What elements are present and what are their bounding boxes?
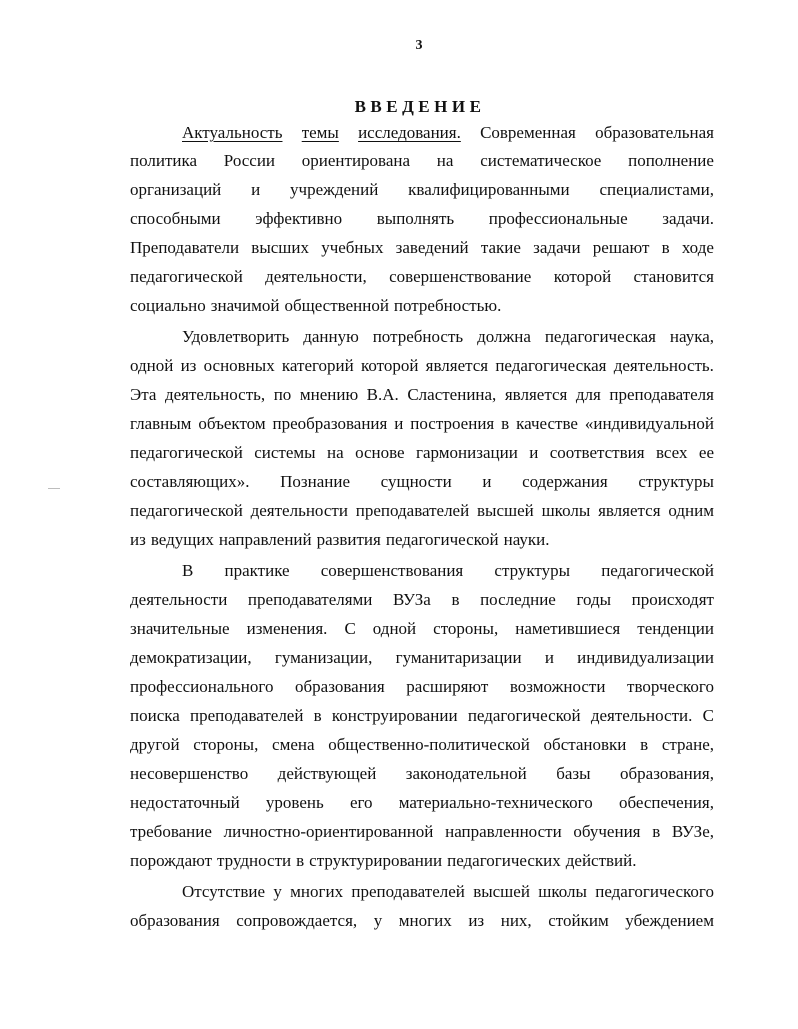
- word: и: [251, 180, 261, 199]
- word: преподавателя: [609, 385, 714, 404]
- text-line: [130, 441, 714, 465]
- word: объектом: [198, 414, 266, 433]
- word: становится: [633, 267, 714, 286]
- text-line: [130, 383, 714, 407]
- word: основе: [355, 443, 405, 462]
- word: ведущих: [150, 530, 214, 549]
- word: стране,: [661, 735, 714, 754]
- word: конструировании: [331, 706, 458, 725]
- word: из: [130, 530, 146, 549]
- word: личностно-ориентированной: [223, 822, 434, 841]
- word: категорий: [281, 356, 354, 375]
- word: для: [575, 385, 601, 404]
- word: педагогических: [447, 851, 561, 870]
- word: темы: [301, 123, 339, 142]
- text-line: [130, 588, 714, 612]
- word: должна: [477, 327, 531, 346]
- word: профессионального: [130, 677, 274, 696]
- word: творческого: [627, 677, 714, 696]
- word: соответствия: [549, 443, 645, 462]
- word: из: [180, 356, 197, 375]
- text-line: [130, 207, 714, 231]
- word: деятельности: [250, 501, 348, 520]
- text-line: [130, 820, 714, 844]
- word: преобразования: [272, 414, 388, 433]
- word: годы: [576, 590, 612, 609]
- word: наука,: [669, 327, 714, 346]
- word: гармонизации: [416, 443, 518, 462]
- word: стойким: [548, 911, 609, 930]
- word: них,: [500, 911, 532, 930]
- text-line: [130, 909, 714, 933]
- text-line: [130, 791, 714, 815]
- word: Познание: [280, 472, 350, 491]
- word: многих: [398, 911, 452, 930]
- word: Преподаватели: [130, 238, 240, 257]
- text-line: [130, 412, 714, 436]
- word: ВУЗа: [393, 590, 431, 609]
- word: педагогического: [595, 882, 714, 901]
- word: преподавателей: [351, 882, 465, 901]
- word: которой: [553, 267, 612, 286]
- word: Современная: [480, 123, 576, 142]
- word: совершенствования: [320, 561, 464, 580]
- word: педагогической: [385, 530, 499, 549]
- word: смена: [272, 735, 315, 754]
- text-line: [130, 470, 714, 494]
- word: уровень: [265, 793, 324, 812]
- word: сущности: [380, 472, 452, 491]
- word: всех: [655, 443, 688, 462]
- word: порождают: [130, 851, 213, 870]
- word: России: [223, 151, 276, 170]
- text-line: [130, 675, 714, 699]
- text-line: [130, 325, 714, 349]
- word: С: [702, 706, 714, 725]
- word: требование: [130, 822, 212, 841]
- text-line: [130, 617, 714, 641]
- word: демократизации,: [130, 648, 252, 667]
- word: в: [451, 590, 460, 609]
- word: качестве: [516, 414, 578, 433]
- word: решают: [592, 238, 650, 257]
- word: гуманизации,: [274, 648, 373, 667]
- word: обеспечения,: [618, 793, 714, 812]
- word: потребностью.: [393, 296, 502, 315]
- word: деятельности.: [590, 706, 693, 725]
- word: гуманитаризации: [395, 648, 522, 667]
- word: политика: [130, 151, 198, 170]
- word: педагогической: [130, 501, 243, 520]
- text-line: [130, 354, 714, 378]
- word: и: [529, 443, 539, 462]
- word: его: [349, 793, 373, 812]
- text-line: [130, 646, 714, 670]
- word: убеждением: [625, 911, 714, 930]
- word: обучения: [573, 822, 641, 841]
- word: общественно-политической: [328, 735, 530, 754]
- word: высшей: [477, 501, 534, 520]
- word: школы: [538, 882, 587, 901]
- word: возможности: [509, 677, 606, 696]
- word: в: [313, 706, 322, 725]
- word: составляющих».: [130, 472, 250, 491]
- word: высшей: [473, 882, 530, 901]
- word: одной: [372, 619, 417, 638]
- word: Удовлетворить: [182, 327, 290, 346]
- word: пополнение: [628, 151, 714, 170]
- text-line: [130, 294, 714, 318]
- word: на: [436, 151, 454, 170]
- section-heading: ВВЕДЕНИЕ: [354, 97, 486, 116]
- word: стороны,: [193, 735, 259, 754]
- word: структурировании: [309, 851, 443, 870]
- word: по: [273, 385, 292, 404]
- word: ориентирована: [301, 151, 411, 170]
- text-line: [130, 178, 714, 202]
- page-number: 3: [415, 38, 423, 53]
- word: наметившиеся: [515, 619, 621, 638]
- word: мнению: [299, 385, 359, 404]
- text-line: [130, 528, 714, 552]
- text-line: [130, 849, 714, 873]
- word: В.А.: [366, 385, 399, 404]
- word: изменения.: [246, 619, 328, 638]
- word: ВУЗе,: [671, 822, 714, 841]
- word: систематическое: [480, 151, 602, 170]
- word: педагогической: [601, 561, 714, 580]
- word: другой: [130, 735, 180, 754]
- word: С: [344, 619, 356, 638]
- text-line: [130, 121, 714, 145]
- word: действий.: [565, 851, 637, 870]
- margin-mark: [48, 488, 60, 489]
- word: базы: [556, 764, 591, 783]
- word: в: [640, 735, 649, 754]
- word: является: [598, 501, 661, 520]
- word: является: [425, 356, 489, 375]
- word: в: [661, 238, 670, 257]
- word: тенденции: [637, 619, 714, 638]
- word: деятельность,: [164, 385, 266, 404]
- text-line: [130, 762, 714, 786]
- word: задачи.: [662, 209, 714, 228]
- word: и: [544, 648, 554, 667]
- word: профессиональные: [488, 209, 628, 228]
- text-line: [130, 499, 714, 523]
- word: системы: [254, 443, 316, 462]
- word: квалифицированными: [408, 180, 570, 199]
- word: является: [504, 385, 568, 404]
- word: Отсутствие: [182, 882, 266, 901]
- word: школы: [541, 501, 591, 520]
- word: Сластенина,: [407, 385, 497, 404]
- text-line: [130, 733, 714, 757]
- text-line: [130, 149, 714, 173]
- word: педагогическая: [544, 327, 656, 346]
- word: высших: [251, 238, 309, 257]
- word: практике: [224, 561, 290, 580]
- word: учебных: [321, 238, 384, 257]
- word: образования: [295, 677, 385, 696]
- word: из: [468, 911, 485, 930]
- word: стороны,: [433, 619, 499, 638]
- word: педагогической: [467, 706, 581, 725]
- word: педагогическая: [495, 356, 607, 375]
- word: такие: [480, 238, 521, 257]
- word: в: [501, 414, 510, 433]
- word: данную: [303, 327, 359, 346]
- word: у: [273, 882, 282, 901]
- word: Актуальность: [182, 123, 283, 142]
- word: ее: [698, 443, 714, 462]
- word: в: [652, 822, 661, 841]
- word: на: [326, 443, 344, 462]
- text-line: [130, 704, 714, 728]
- word: направленности: [445, 822, 562, 841]
- word: которой: [360, 356, 419, 375]
- word: в: [296, 851, 305, 870]
- word: педагогической: [130, 267, 243, 286]
- word: сопровождается,: [236, 911, 358, 930]
- word: организаций: [130, 180, 222, 199]
- word: образования: [130, 911, 220, 930]
- word: деятельность.: [613, 356, 714, 375]
- word: эффективно: [255, 209, 343, 228]
- word: у: [373, 911, 383, 930]
- word: способными: [130, 209, 221, 228]
- word: направлений: [218, 530, 312, 549]
- word: совершенствование: [389, 267, 532, 286]
- word: главным: [130, 414, 192, 433]
- word: индивидуализации: [577, 648, 714, 667]
- word: структуры: [494, 561, 571, 580]
- word: одним: [668, 501, 714, 520]
- word: деятельности: [130, 590, 228, 609]
- word: учреждений: [290, 180, 379, 199]
- word: недостаточный: [130, 793, 240, 812]
- word: специалистами,: [599, 180, 714, 199]
- word: поиска: [130, 706, 180, 725]
- word: значимой: [210, 296, 280, 315]
- text-line: [130, 236, 714, 260]
- word: несовершенство: [130, 764, 249, 783]
- word: развития: [316, 530, 381, 549]
- word: исследования.: [358, 123, 461, 142]
- word: образовательная: [595, 123, 714, 142]
- text-line: [130, 880, 714, 904]
- word: ходе: [681, 238, 714, 257]
- word: действующей: [277, 764, 377, 783]
- word: В: [182, 561, 194, 580]
- word: педагогической: [130, 443, 243, 462]
- word: и: [394, 414, 404, 433]
- word: науки.: [503, 530, 550, 549]
- word: одной: [130, 356, 174, 375]
- word: структуры: [638, 472, 714, 491]
- word: социально: [130, 296, 206, 315]
- word: Эта: [130, 385, 157, 404]
- word: построения: [410, 414, 495, 433]
- word: «индивидуальной: [584, 414, 714, 433]
- word: образования,: [620, 764, 714, 783]
- word: материально-технического: [398, 793, 593, 812]
- word: трудности: [217, 851, 292, 870]
- word: законодательной: [405, 764, 527, 783]
- word: деятельности,: [265, 267, 367, 286]
- word: общественной: [284, 296, 389, 315]
- word: преподавателями: [247, 590, 373, 609]
- word: расширяют: [406, 677, 489, 696]
- text-line: [130, 265, 714, 289]
- word: содержания: [522, 472, 608, 491]
- word: преподавателей: [355, 501, 470, 520]
- word: происходят: [631, 590, 714, 609]
- word: последние: [480, 590, 556, 609]
- word: обстановки: [543, 735, 627, 754]
- word: преподавателей: [190, 706, 304, 725]
- text-line: [130, 559, 714, 583]
- word: и: [482, 472, 492, 491]
- word: основных: [203, 356, 275, 375]
- word: задачи: [533, 238, 581, 257]
- word: значительные: [130, 619, 230, 638]
- word: потребность: [372, 327, 464, 346]
- word: многих: [290, 882, 344, 901]
- word: заведений: [395, 238, 469, 257]
- word: выполнять: [376, 209, 455, 228]
